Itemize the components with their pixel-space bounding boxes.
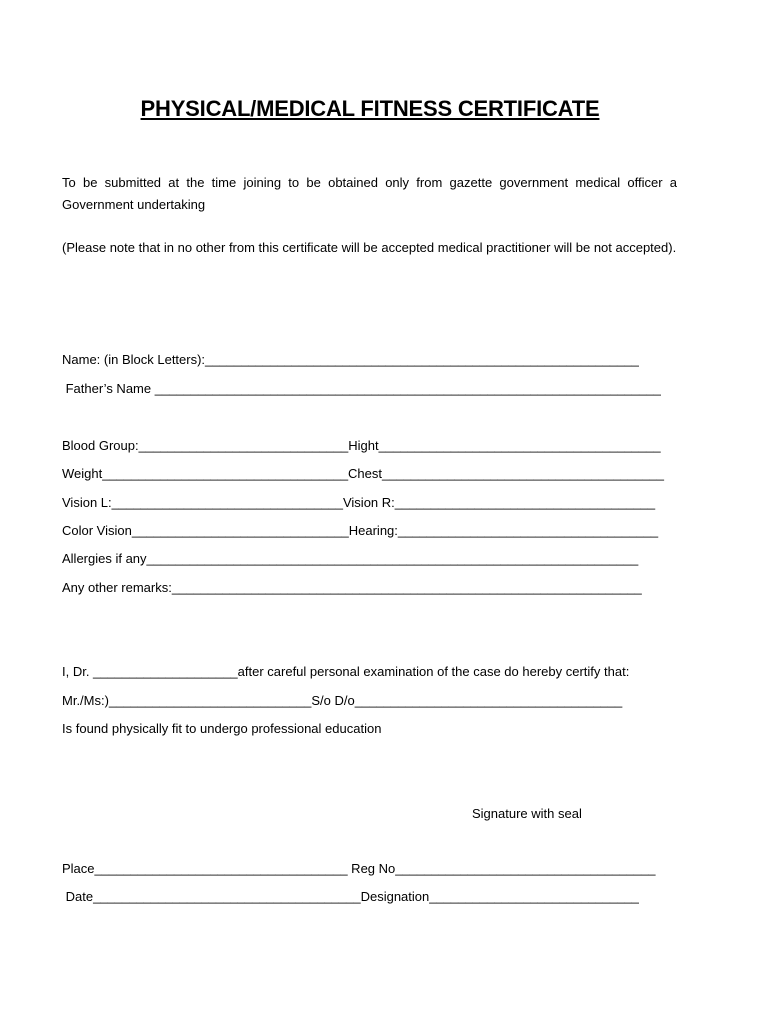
intro-text: To be submitted at the time joining to be obtained only from gazette government medical officer a Government undertaking — [62, 175, 677, 212]
note-text: (Please note that in no other from this certificate will be accepted medical practitioner will be not accepted). — [62, 240, 677, 255]
weight-chest-field: Weight__________________________________Chest_______________________________________ — [62, 466, 664, 481]
place-reg-field: Place___________________________________ Reg No____________________________________ — [62, 861, 656, 876]
allergies-field: Allergies if any____________________________________________________________________ — [62, 551, 639, 566]
doctor-certify-line: I, Dr. ____________________after careful personal examination of the case do hereby certify that: — [62, 664, 630, 679]
certificate-title: PHYSICAL/MEDICAL FITNESS CERTIFICATE — [140, 96, 600, 121]
color-vision-hearing-field: Color Vision______________________________Hearing:____________________________________ — [62, 523, 659, 538]
blood-group-hight-field: Blood Group:_____________________________Hight_______________________________________ — [62, 438, 661, 453]
father-name-field: Father’s Name ______________________________________________________________________ — [62, 381, 661, 396]
name-field: Name: (in Block Letters):____________________________________________________________ — [62, 352, 639, 367]
remarks-field: Any other remarks:_________________________________________________________________ — [62, 580, 642, 595]
vision-field: Vision L:________________________________Vision R:____________________________________ — [62, 495, 656, 510]
date-designation-field: Date_____________________________________Designation_____________________________ — [62, 889, 639, 904]
signature-label: Signature with seal — [472, 806, 582, 821]
fitness-statement: Is found physically fit to undergo professional education — [62, 721, 382, 736]
candidate-line: Mr./Ms:)____________________________S/o D/o_____________________________________ — [62, 693, 623, 708]
